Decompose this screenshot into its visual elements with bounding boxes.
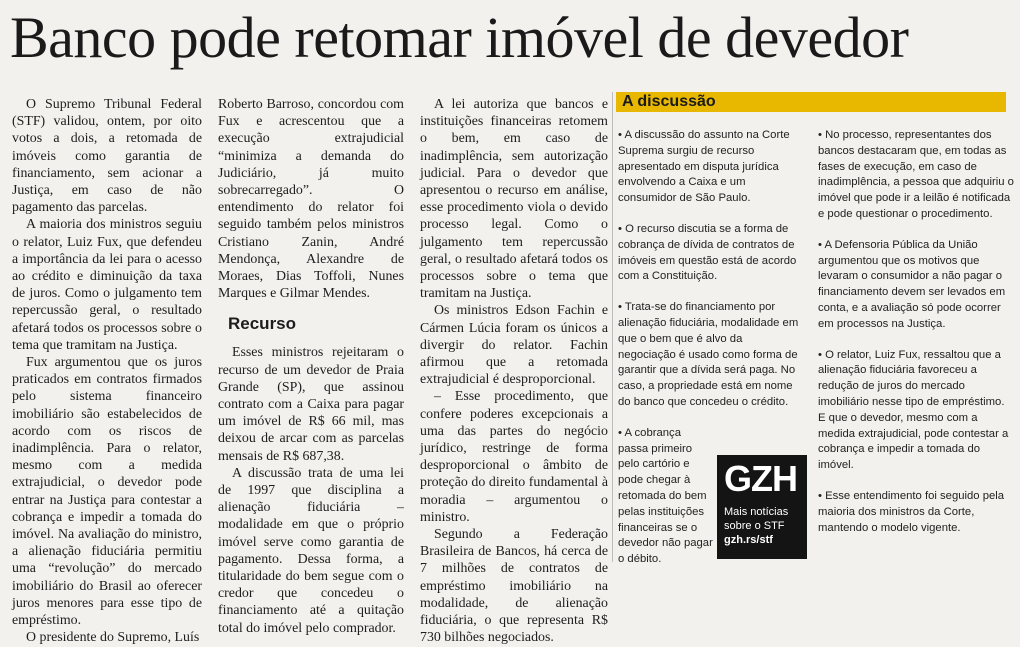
bullet-item: • A cobrança passa primeiro pelo cartório e pode chegar à retomada do bem pelas instituições financeiras se o devedor não pagar o débito.	[618, 426, 713, 566]
bullet-item: • No processo, representantes dos bancos destacaram que, em todas as fases de execução, em caso de inadimplência, a pessoa que adquiriu o imóvel que pode ir a leilão é notificada e pode questionar o procedimento.	[818, 129, 1014, 220]
bullet-item: • O relator, Luiz Fux, ressaltou que a alienação fiduciária favoreceu a redução de juros do mercado imobiliário nesse tipo de empréstimo. E que o devedor, mesmo com a medida extrajudicial, pode contestar a cobrança e impedir a tomada do imóvel.	[818, 348, 1009, 472]
headline: Banco pode retomar imóvel de devedor	[10, 5, 909, 70]
paragraph: A lei autoriza que bancos e instituições financeiras retomem o bem, em caso de inadimplência, sem autorização judicial. Para o devedor que apresentou o recurso em análise, esse procedimento viola o devido processo legal. Como o julgamento tem repercussão geral, o resultado afetará todos os processos sobre o tema que tramitam na Justiça.	[420, 97, 608, 302]
sidebar-column-2	[818, 128, 1014, 551]
column-divider	[612, 92, 613, 562]
paragraph: Fux argumentou que os juros praticados em contratos firmados pelo sistema financeiro imobiliário são estabelecidos de acordo com os riscos de inadimplência. Para o relator, mesmo com a medida extrajudicial, o devedor pode entrar na Justiça para contestar a cobrança e impedir a tomada do imóvel. Na avaliação do ministro, a alienação fiduciária permitiu uma “revolução” do mercado imobiliário do Brasil ao oferecer juros menores para esse tipo de empréstimo.	[12, 355, 202, 629]
paragraph: A discussão trata de uma lei de 1997 que disciplina a alienação fiduciária – modalidade em que o próprio imóvel serve como garantia de pagamento. Dessa forma, a titularidade do bem segue com o credor que concedeu o financiamento até a quitação total do imóvel pelo comprador.	[218, 465, 404, 636]
gzh-link[interactable]: gzh.rs/stf	[724, 534, 773, 546]
paragraph: Roberto Barroso, concordou com Fux e acrescentou que a execução extrajudicial “minimiza a demanda do Judiciário, já muito sobrecarregado”. O entendimento do relator foi seguido também pelos ministros Cristiano Zanin, André Mendonça, Alexandre de Moraes, Dias Toffoli, Nunes Marques e Gilmar Mendes.	[218, 97, 404, 302]
bullet-item: • A discussão do assunto na Corte Suprema surgiu de recurso apresentado em disputa jurídica envolvendo a Caixa e um consumidor de São Paulo.	[618, 129, 790, 205]
sidebar-title: A discussão	[616, 92, 1006, 112]
gzh-promo-box	[717, 455, 807, 559]
section-subhead: Recurso	[228, 314, 297, 334]
bullet-item: • A Defensoria Pública da União argumentou que os motivos que levaram o consumidor a não pagar o financiamento devem ser levados em conta, e a avaliação só pode ocorrer em processos na Justiça.	[818, 238, 1006, 330]
paragraph: – Esse procedimento, que confere poderes excepcionais a uma das partes do negócio jurídico, restringe de forma desproporcional o âmbito de proteção do direito fundamental à moradia – argumentou o ministro.	[420, 389, 608, 525]
paragraph: Segundo a Federação Brasileira de Bancos, há cerca de 7 milhões de contratos de empréstimo imobiliário na modalidade, de alienação fiduciária, o que representa R$ 730 bilhões negociados.	[420, 527, 608, 646]
article-column-2	[218, 96, 404, 637]
paragraph: Os ministros Edson Fachin e Cármen Lúcia foram os únicos a divergir do relator. Fachin afirmou que a retomada extrajudicial é desproporcional.	[420, 303, 608, 388]
gzh-logo: GZH	[724, 458, 797, 499]
bullet-item: • Esse entendimento foi seguido pela maioria dos ministros da Corte, mantendo o modelo vigente.	[818, 489, 1005, 534]
paragraph: O Supremo Tribunal Federal (STF) validou, ontem, por oito votos a dois, a retomada de imóveis como garantia de financiamento, sem acionar a Justiça, em caso de não pagamento das parcelas.	[12, 97, 202, 216]
paragraph: A maioria dos ministros seguiu o relator, Luiz Fux, que defendeu a importância da lei para o acesso ao crédito e diminuição da taxa de juros. Como o julgamento tem repercussão geral, o resultado afetará todos os processos sobre o tema que tramitam na Justiça.	[12, 217, 202, 353]
bullet-item: • O recurso discutia se a forma de cobrança de dívida de contratos de imóveis em questão está de acordo com a Constituição.	[618, 222, 797, 283]
bullet-item: • Trata-se do financiamento por alienação fiduciária, modalidade em que o bem que é alvo da negociação é usado como forma de garantir que a dívida será paga. No caso, a propriedade está em nome do banco que concedeu o crédito.	[618, 301, 799, 408]
article-column-3	[420, 96, 608, 647]
gzh-promo-text: Mais notícias sobre o STF	[724, 506, 789, 532]
paragraph: Esses ministros rejeitaram o recurso de um devedor de Praia Grande (SP), que assinou contrato com a Caixa para pagar um imóvel de R$ 66 mil, mas deixou de arcar com as parcelas mensais de R$ 687,38.	[218, 345, 404, 464]
paragraph: O presidente do Supremo, Luís	[26, 630, 200, 646]
article-column-1	[12, 96, 202, 647]
